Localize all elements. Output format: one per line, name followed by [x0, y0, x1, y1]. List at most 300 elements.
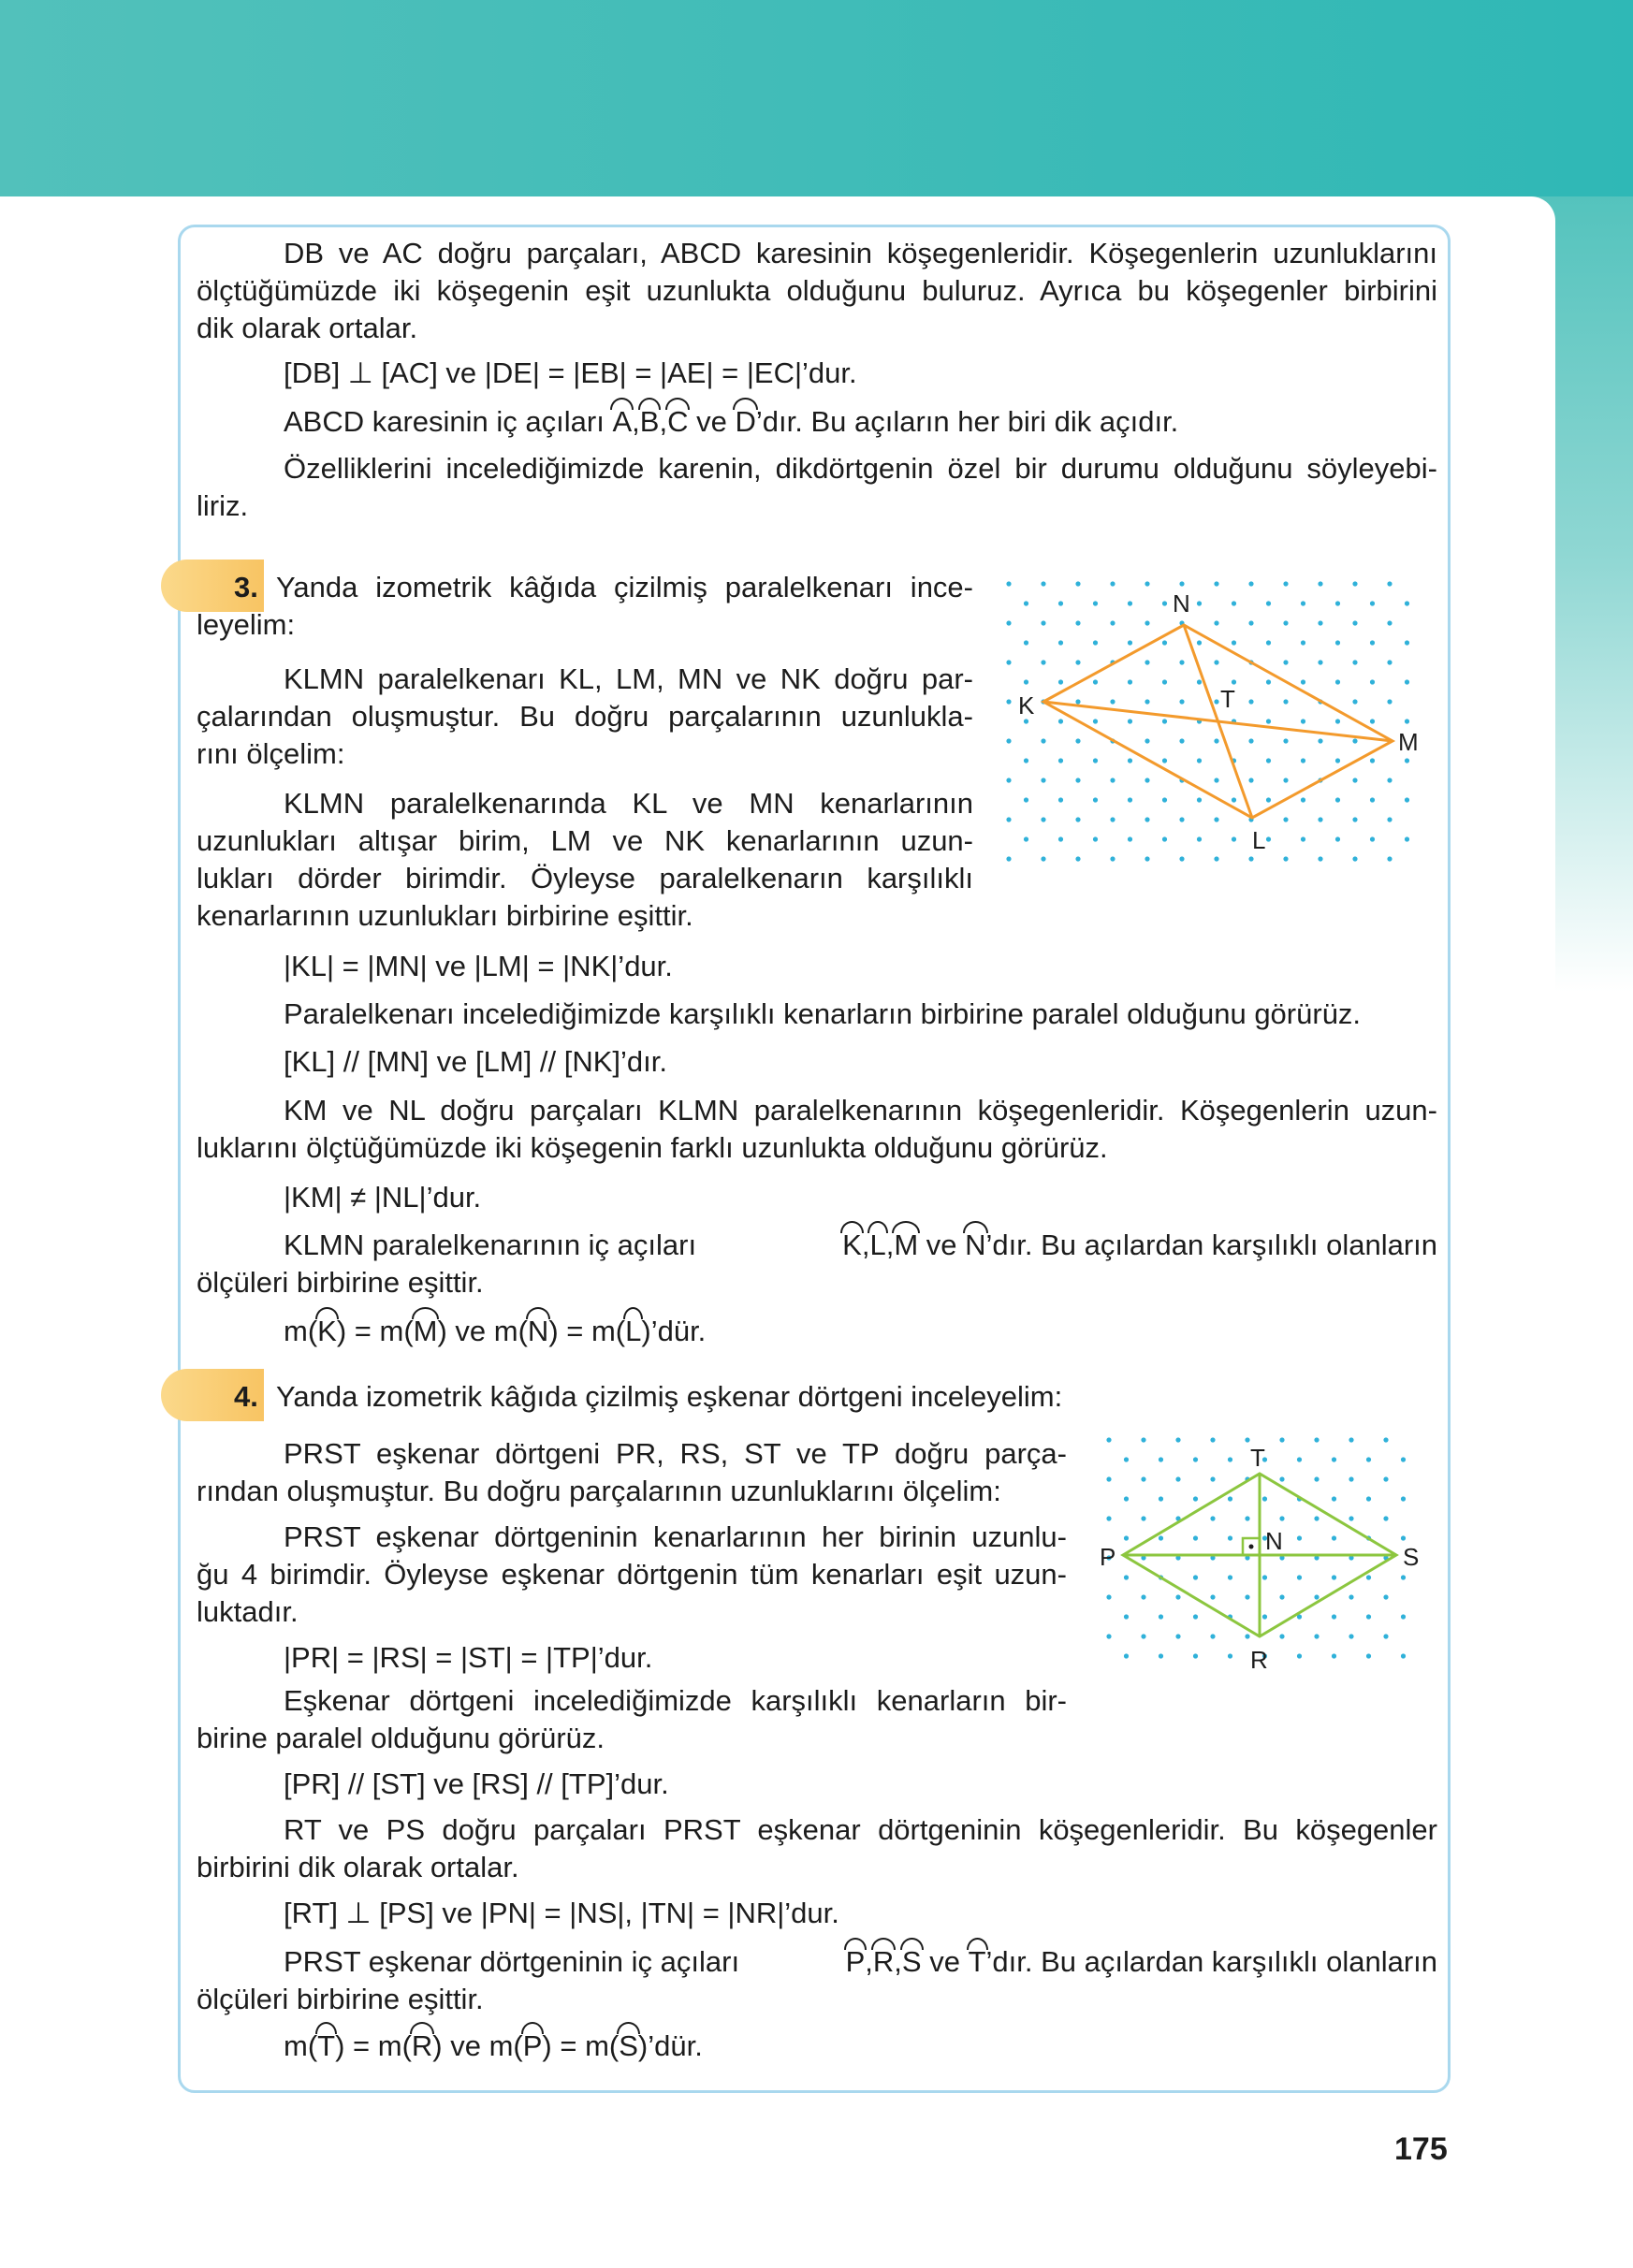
angle-s: S [902, 1942, 922, 1981]
section-4-eq2: [PR] // [ST] ve [RS] // [TP]’dur. [284, 1767, 669, 1800]
grid-dot [1405, 601, 1409, 605]
section-3-title-line-2: leyelim: [197, 608, 296, 641]
grid-dot [1141, 1476, 1145, 1481]
grid-dot [1283, 581, 1288, 586]
section-4-angles-line [284, 1942, 1437, 1981]
grid-dot [1352, 660, 1357, 664]
section-4-title: Yanda izometrik kâğıda çizilmiş eşkenar dörtgeni inceleyelim: [276, 1380, 1063, 1413]
grid-dot [1024, 601, 1028, 605]
grid-dot [1387, 856, 1392, 861]
grid-dot [1141, 1634, 1145, 1638]
grid-dot [1262, 1575, 1267, 1579]
grid-dot [1179, 738, 1184, 743]
grid-dot [1301, 797, 1305, 802]
grid-dot [1214, 699, 1218, 704]
grid-dot [1193, 1457, 1198, 1461]
grid-dot [1214, 581, 1218, 586]
grid-dot [1058, 719, 1063, 723]
grid-dot [1124, 1614, 1129, 1619]
grid-dot [1162, 679, 1167, 684]
section-4-angles-ve: ve [929, 1945, 960, 1978]
grid-dot [1214, 817, 1218, 821]
grid-dot [1352, 581, 1357, 586]
vertex-m: M [1398, 728, 1419, 756]
grid-dot [1232, 797, 1236, 802]
grid-dot [1228, 1575, 1232, 1579]
grid-dot [1352, 778, 1357, 782]
grid-dot [1124, 1457, 1129, 1461]
grid-dot [1162, 601, 1167, 605]
section-4-p4-line-1: RT ve PS doğru parçaları PRST eşkenar dörtgeninin köşegenleridir. Bu köşegenler [284, 1813, 1437, 1846]
grid-dot [1093, 797, 1098, 802]
angle-k: K [842, 1226, 862, 1264]
grid-dot [1352, 856, 1357, 861]
grid-dot [1093, 719, 1098, 723]
section-3-p4-line-2: luklarını ölçtüğümüzde iki köşegenin farklı uzunlukta olduğunu görürüz. [197, 1131, 1108, 1164]
grid-dot [1301, 601, 1305, 605]
grid-dot [1387, 699, 1392, 704]
grid-dot [1093, 640, 1098, 645]
grid-dot [1197, 601, 1202, 605]
grid-dot [1159, 1653, 1163, 1658]
grid-dot [1232, 640, 1236, 645]
grid-dot [1349, 1437, 1353, 1442]
vertex-p: P [1100, 1543, 1116, 1571]
angle-l: L [869, 1226, 885, 1264]
section-4-angles-post: ’dır. Bu açılardan karşılıklı olanların [985, 1945, 1437, 1978]
grid-dot [1210, 1594, 1215, 1599]
grid-dot [1401, 1575, 1406, 1579]
grid-dot [1383, 1594, 1388, 1599]
grid-dot [1159, 1614, 1163, 1619]
grid-dot [1349, 1516, 1353, 1520]
grid-dot [1024, 640, 1028, 645]
section-3-angle-group: K,L,M ve N’dır. Bu açılardan karşılıklı olanların [842, 1226, 1437, 1264]
angle-b: B [640, 402, 660, 441]
eq4-part: m( [284, 1315, 318, 1347]
grid-dot [1266, 719, 1271, 723]
grid-dot [1279, 1476, 1284, 1481]
section-4-number: 4. [234, 1380, 258, 1413]
grid-dot [1370, 601, 1375, 605]
grid-dot [1128, 758, 1132, 763]
grid-dot [1266, 836, 1271, 841]
grid-dot [1179, 817, 1184, 821]
section-3-title-line-1: Yanda izometrik kâğıda çizilmiş paralelkenarı ince- [276, 571, 973, 603]
angle-r: R [873, 1942, 894, 1981]
grid-dot [1314, 1476, 1319, 1481]
grid-dot [1332, 1457, 1336, 1461]
grid-dot [1141, 1437, 1145, 1442]
grid-dot [1110, 817, 1115, 821]
grid-dot [1297, 1535, 1302, 1540]
eq4-part: ) = m( [542, 2029, 620, 2062]
grid-dot [1075, 738, 1080, 743]
grid-dot [1349, 1634, 1353, 1638]
grid-dot [1405, 679, 1409, 684]
grid-dot [1266, 797, 1271, 802]
grid-dot [1335, 679, 1340, 684]
grid-dot [1352, 817, 1357, 821]
grid-dot [1175, 1437, 1180, 1442]
section-4-p2-line-3: luktadır. [197, 1595, 299, 1628]
angle-a: A [612, 402, 632, 441]
grid-dot [1232, 679, 1236, 684]
grid-dot [1024, 836, 1028, 841]
grid-dot [1248, 738, 1253, 743]
angle-p: P [846, 1942, 866, 1981]
grid-dot [1162, 719, 1167, 723]
grid-dot [1128, 679, 1132, 684]
grid-dot [1314, 1516, 1319, 1520]
parallelogram-figure [992, 571, 1451, 880]
grid-dot [1128, 797, 1132, 802]
intro-line-2: ölçtüğümüzde iki köşegenin eşit uzunlukta olduğunu buluruz. Ayrıca bu köşegenler birbirini [197, 274, 1437, 307]
grid-dot [1193, 1496, 1198, 1501]
grid-dot [1197, 679, 1202, 684]
section-4-p4-line-2: birbirini dik olarak ortalar. [197, 1851, 519, 1883]
grid-dot [1193, 1614, 1198, 1619]
grid-dot [1228, 1535, 1232, 1540]
grid-dot [1214, 620, 1218, 625]
grid-dot [1214, 778, 1218, 782]
grid-dot [1366, 1614, 1371, 1619]
grid-dot [1145, 620, 1149, 625]
grid-dot [1162, 640, 1167, 645]
vertex-s: S [1403, 1543, 1420, 1571]
grid-dot [1352, 738, 1357, 743]
grid-dot [1024, 719, 1028, 723]
eq4-angle-s: S [619, 2027, 638, 2065]
grid-dot [1159, 1535, 1163, 1540]
grid-dot [1248, 581, 1253, 586]
grid-dot [1175, 1594, 1180, 1599]
section-4-angle-group: P,R,S ve T’dır. Bu açılardan karşılıklı olanların [846, 1942, 1437, 1981]
grid-dot [1175, 1634, 1180, 1638]
grid-dot [1248, 699, 1253, 704]
section-3-eq2: [KL] // [MN] ve [LM] // [NK]’dır. [284, 1045, 667, 1078]
section-4-p3-line-2: birine paralel olduğunu görürüz. [197, 1722, 605, 1754]
grid-dot [1283, 778, 1288, 782]
grid-dot [1279, 1634, 1284, 1638]
grid-dot [1405, 836, 1409, 841]
grid-dot [1332, 1575, 1336, 1579]
rhombus-figure [1095, 1427, 1451, 1708]
grid-dot [1145, 581, 1149, 586]
grid-dot [1145, 660, 1149, 664]
grid-dot [1141, 1516, 1145, 1520]
grid-dot [1401, 1614, 1406, 1619]
eq4-part: ) = m( [336, 1315, 414, 1347]
section-3-angles-post: ’dır. Bu açılardan karşılıklı olanların [985, 1228, 1437, 1261]
grid-dot [1110, 699, 1115, 704]
eq4-angle-k: K [317, 1312, 337, 1350]
grid-dot [1006, 778, 1011, 782]
section-3-eq3: |KM| ≠ |NL|’dur. [284, 1181, 482, 1214]
grid-dot [1318, 856, 1322, 861]
intro-angles-text: ABCD karesinin iç açıları [284, 405, 605, 438]
grid-dot [1041, 817, 1045, 821]
grid-dot [1262, 1614, 1267, 1619]
angle-n: N [965, 1226, 985, 1264]
intro-property-line-2: liriz. [197, 489, 249, 522]
grid-dot [1370, 679, 1375, 684]
grid-dot [1024, 797, 1028, 802]
grid-dot [1145, 738, 1149, 743]
eq4-angle-n: N [528, 1312, 548, 1350]
grid-dot [1145, 817, 1149, 821]
angle-c: C [667, 402, 688, 441]
grid-dot [1024, 679, 1028, 684]
intersection-n: N [1265, 1527, 1283, 1555]
grid-dot [1006, 817, 1011, 821]
grid-dot [1006, 660, 1011, 664]
grid-dot [1214, 856, 1218, 861]
intro-angles-ve: ve [696, 405, 727, 438]
grid-dot [1128, 719, 1132, 723]
grid-dot [1366, 1575, 1371, 1579]
grid-dot [1093, 758, 1098, 763]
grid-dot [1006, 738, 1011, 743]
section-4-p2-line-1: PRST eşkenar dörtgeninin kenarlarının her birinin uzunlu- [284, 1520, 1067, 1553]
grid-dot [1279, 1594, 1284, 1599]
grid-dot [1352, 620, 1357, 625]
grid-dot [1297, 1457, 1302, 1461]
section-4-p1-line-1: PRST eşkenar dörtgeni PR, RS, ST ve TP doğru parça- [284, 1437, 1067, 1470]
grid-dot [1041, 620, 1045, 625]
section-3-p2-line-4: kenarlarının uzunlukları birbirine eşittir. [197, 899, 693, 932]
grid-dot [1352, 699, 1357, 704]
grid-dot [1128, 640, 1132, 645]
grid-dot [1283, 699, 1288, 704]
grid-dot [1041, 856, 1045, 861]
section-3-p2-line-3: lukları dörder birimdir. Öyleyse paralelkenarın karşılıklı [197, 862, 973, 894]
grid-dot [1093, 836, 1098, 841]
header-band [0, 0, 1633, 201]
grid-dot [1214, 738, 1218, 743]
grid-dot [1297, 1575, 1302, 1579]
grid-dot [1314, 1594, 1319, 1599]
grid-dot [1366, 1457, 1371, 1461]
grid-dot [1145, 699, 1149, 704]
grid-dot [1075, 581, 1080, 586]
grid-dot [1193, 1575, 1198, 1579]
grid-dot [1228, 1496, 1232, 1501]
grid-dot [1058, 640, 1063, 645]
grid-dot [1232, 836, 1236, 841]
grid-dot [1124, 1535, 1129, 1540]
section-4-eq3: [RT] ⊥ [PS] ve |PN| = |NS|, |TN| = |NR|’dur. [284, 1897, 839, 1929]
grid-dot [1232, 601, 1236, 605]
grid-dot [1162, 836, 1167, 841]
grid-dot [1314, 1634, 1319, 1638]
angle-d: D [735, 402, 755, 441]
eq4-angle-l: L [625, 1312, 641, 1350]
grid-dot [1370, 758, 1375, 763]
grid-dot [1175, 1476, 1180, 1481]
grid-dot [1318, 620, 1322, 625]
grid-dot [1401, 1457, 1406, 1461]
grid-dot [1041, 660, 1045, 664]
grid-dot [1301, 679, 1305, 684]
grid-dot [1106, 1634, 1111, 1638]
grid-dot [1366, 1653, 1371, 1658]
grid-dot [1262, 1496, 1267, 1501]
grid-dot [1383, 1437, 1388, 1442]
section-3-p2-line-1: KLMN paralelkenarında KL ve MN kenarlarının [284, 787, 973, 820]
grid-dot [1335, 836, 1340, 841]
grid-dot [1387, 620, 1392, 625]
grid-dot [1210, 1634, 1215, 1638]
grid-dot [1401, 1653, 1406, 1658]
grid-dot [1335, 758, 1340, 763]
grid-dot [1266, 640, 1271, 645]
section-3-p2-line-2: uzunlukları altışar birim, LM ve NK kenarlarının uzun- [197, 824, 973, 857]
grid-dot [1058, 758, 1063, 763]
section-3-eq4 [284, 1312, 706, 1350]
section-3-p1-line-1: KLMN paralelkenarı KL, LM, MN ve NK doğru par- [284, 662, 973, 695]
grid-dot [1283, 817, 1288, 821]
intro-line-3: dik olarak ortalar. [197, 312, 418, 344]
grid-dot [1075, 817, 1080, 821]
grid-dot [1301, 719, 1305, 723]
grid-dot [1145, 778, 1149, 782]
intro-line-1: DB ve AC doğru parçaları, ABCD karesinin köşegenleridir. Köşegenlerin uzunluklarını [284, 237, 1437, 269]
grid-dot [1318, 581, 1322, 586]
grid-dot [1248, 856, 1253, 861]
grid-dot [1283, 856, 1288, 861]
grid-dot [1075, 856, 1080, 861]
grid-dot [1128, 601, 1132, 605]
grid-dot [1283, 660, 1288, 664]
grid-dot [1405, 640, 1409, 645]
grid-dot [1041, 778, 1045, 782]
grid-dot [1318, 660, 1322, 664]
section-4-angles-line-2: ölçüleri birbirine eşittir. [197, 1983, 484, 2015]
grid-dot [1283, 620, 1288, 625]
grid-dot [1335, 640, 1340, 645]
grid-dot [1141, 1594, 1145, 1599]
intro-property-line-1: Özelliklerini incelediğimizde karenin, dikdörtgenin özel bir durumu olduğunu söyleyebi- [284, 452, 1437, 485]
grid-dot [1279, 1516, 1284, 1520]
eq4-part: )’dür. [641, 1315, 707, 1347]
grid-dot [1197, 836, 1202, 841]
grid-dot [1405, 758, 1409, 763]
grid-dot [1405, 797, 1409, 802]
grid-dot [1179, 856, 1184, 861]
grid-dot [1210, 1437, 1215, 1442]
grid-dot [1318, 738, 1322, 743]
grid-dot [1335, 797, 1340, 802]
grid-dot [1006, 581, 1011, 586]
grid-dot [1159, 1457, 1163, 1461]
grid-dot [1266, 601, 1271, 605]
grid-dot [1106, 1476, 1111, 1481]
rhombus-shape [1123, 1474, 1396, 1636]
grid-dot [1058, 679, 1063, 684]
grid-dot [1006, 856, 1011, 861]
grid-dot [1228, 1653, 1232, 1658]
section-4-eq1: |PR| = |RS| = |ST| = |TP|’dur. [284, 1641, 653, 1674]
grid-dot [1110, 856, 1115, 861]
grid-dot [1245, 1634, 1249, 1638]
grid-dot [1301, 640, 1305, 645]
grid-dot [1283, 738, 1288, 743]
grid-dot [1124, 1496, 1129, 1501]
section-4-eq4 [284, 2027, 703, 2065]
grid-dot [1106, 1516, 1111, 1520]
grid-dot [1405, 719, 1409, 723]
grid-dot [1075, 778, 1080, 782]
grid-dot [1383, 1476, 1388, 1481]
grid-dot [1179, 581, 1184, 586]
grid-dot [1245, 1594, 1249, 1599]
grid-dot [1006, 699, 1011, 704]
section-3-number: 3. [234, 571, 258, 603]
grid-dot [1370, 797, 1375, 802]
grid-dot [1401, 1535, 1406, 1540]
section-3-p3: Paralelkenarı incelediğimizde karşılıklı kenarların birbirine paralel olduğunu görürüz. [284, 997, 1362, 1030]
section-3-angles-ve: ve [926, 1228, 957, 1261]
grid-dot [1210, 1516, 1215, 1520]
grid-dot [1075, 660, 1080, 664]
section-3-angles-text: KLMN paralelkenarının iç açıları [284, 1228, 697, 1261]
grid-dot [1197, 640, 1202, 645]
grid-dot [1332, 1496, 1336, 1501]
grid-dot [1370, 719, 1375, 723]
eq4-angle-m: M [414, 1312, 438, 1350]
grid-dot [1093, 679, 1098, 684]
grid-dot [1301, 758, 1305, 763]
vertex-t: T [1250, 1444, 1265, 1472]
angle-m: M [894, 1226, 918, 1264]
grid-dot [1093, 601, 1098, 605]
right-angle-dot [1249, 1545, 1254, 1549]
section-3-p4-line-1: KM ve NL doğru parçaları KLMN paralelkenarının köşegenleridir. Köşegenlerin uzun- [284, 1094, 1437, 1127]
grid-dot [1110, 778, 1115, 782]
eq4-part: ) = m( [548, 1315, 626, 1347]
grid-dot [1058, 836, 1063, 841]
eq4-angle-p: P [523, 2027, 543, 2065]
grid-dot [1193, 1535, 1198, 1540]
section-4-p1-line-2: rından oluşmuştur. Bu doğru parçalarının uzunluklarını ölçelim: [197, 1475, 1001, 1507]
grid-dot [1179, 660, 1184, 664]
grid-dot [1248, 778, 1253, 782]
grid-dot [1349, 1594, 1353, 1599]
section-3-angles-line [284, 1226, 1437, 1264]
eq4-angle-r: R [412, 2027, 432, 2065]
grid-dot [1228, 1457, 1232, 1461]
grid-dot [1366, 1496, 1371, 1501]
grid-dot [1266, 679, 1271, 684]
grid-dot [1266, 758, 1271, 763]
grid-dot [1383, 1634, 1388, 1638]
grid-dot [1058, 797, 1063, 802]
vertex-l: L [1252, 826, 1266, 854]
grid-dot [1279, 1437, 1284, 1442]
grid-dot [1383, 1516, 1388, 1520]
eq4-part: ) = m( [335, 2029, 412, 2062]
intersection-t: T [1220, 685, 1235, 713]
grid-dot [1124, 1653, 1129, 1658]
grid-dot [1214, 660, 1218, 664]
grid-dot [1301, 836, 1305, 841]
grid-dot [1387, 660, 1392, 664]
grid-dot [1106, 1437, 1111, 1442]
page-number: 175 [1394, 2131, 1448, 2167]
grid-dot [1128, 836, 1132, 841]
grid-dot [1124, 1575, 1129, 1579]
